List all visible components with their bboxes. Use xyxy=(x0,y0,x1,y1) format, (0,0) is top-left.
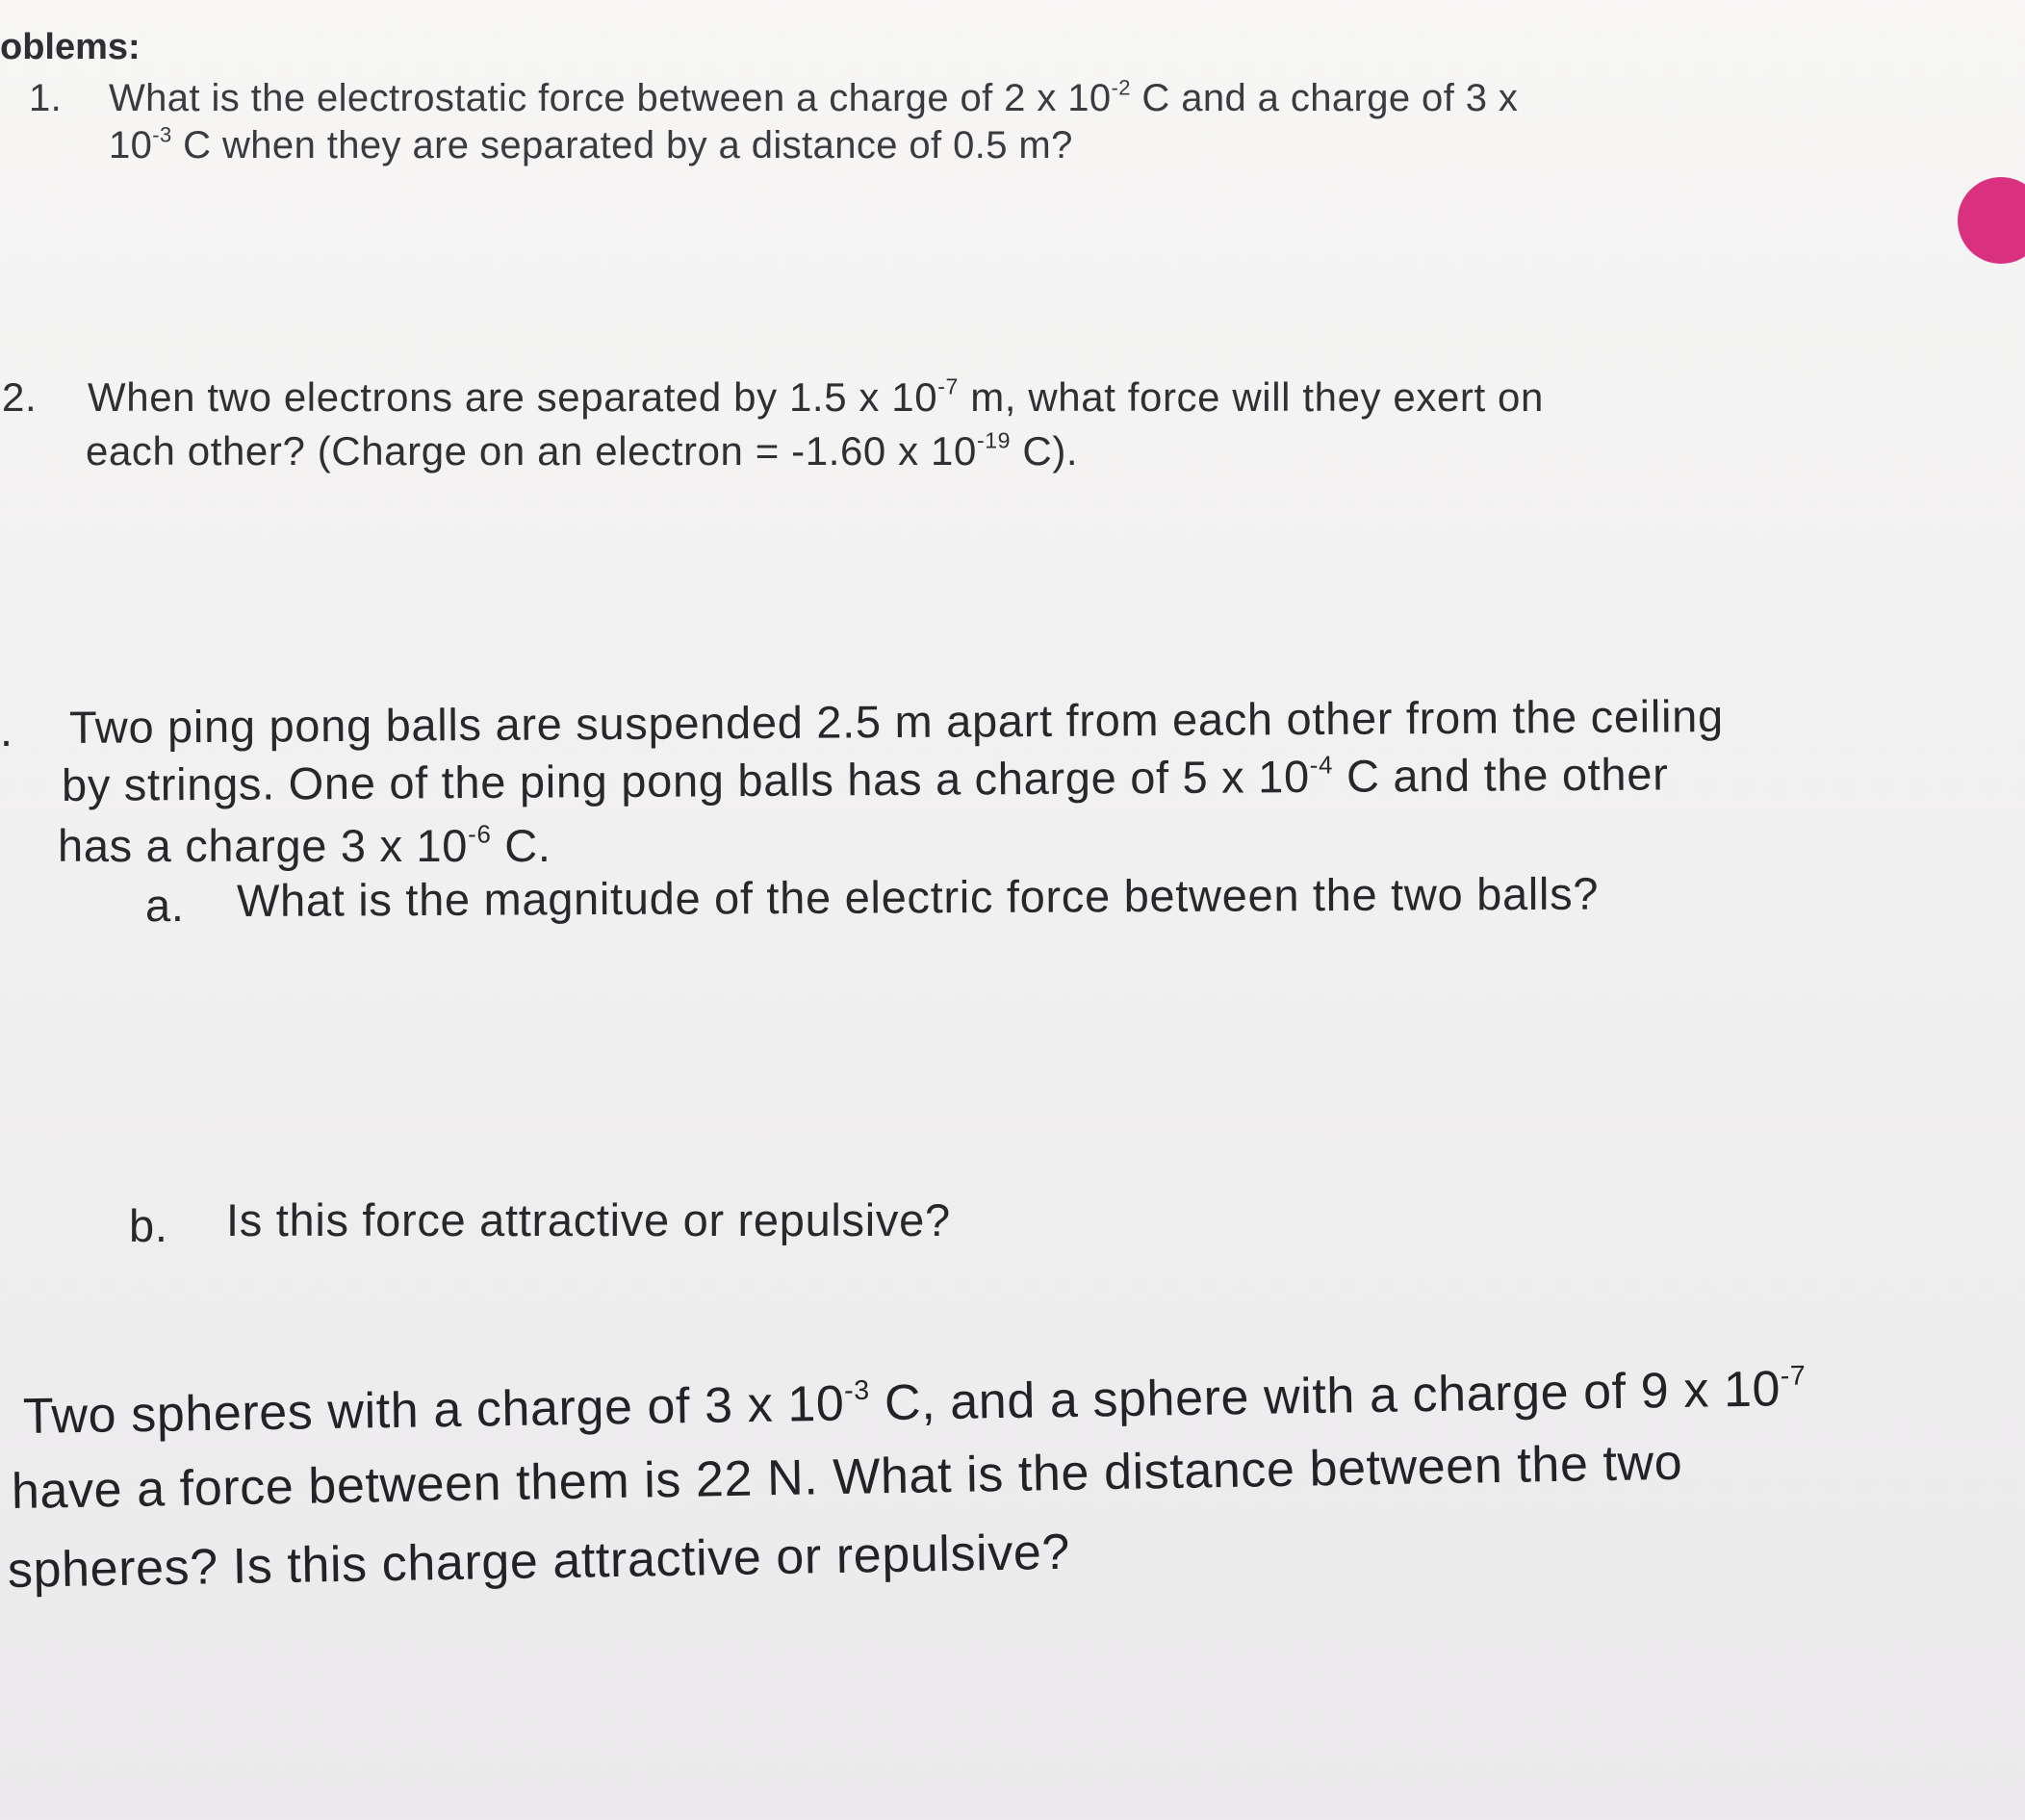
q3-line-3 xyxy=(58,820,551,871)
q2-line-2-exponent: -19 xyxy=(976,427,1012,453)
q4-line-1-exponent: -3 xyxy=(843,1374,871,1407)
q1-line-2-text-b: C when they are separated by a distance of 0.5 m? xyxy=(171,124,1073,167)
q1-number: 1. xyxy=(29,77,63,119)
q1-line-1-text-b: C and a charge of 3 x xyxy=(1130,77,1519,119)
q3-line-1: Two ping pong balls are suspended 2.5 m apart from each other from the ceiling xyxy=(68,690,1724,753)
q3-line-2-exponent: -4 xyxy=(1309,752,1334,780)
q2-line-2-text-a: each other? (Charge on an electron = -1.60 x 10 xyxy=(86,428,977,474)
q3-number: . xyxy=(0,705,13,756)
q3b-label: b. xyxy=(129,1200,168,1251)
q1-line-1-text-a: What is the electrostatic force between a charge of 2 x 10 xyxy=(109,77,1112,119)
q1-line-2 xyxy=(109,122,1073,167)
q4-line-1-text-a: Two spheres with a charge of 3 x 10 xyxy=(22,1375,845,1445)
q3b-text: Is this force attractive or repulsive? xyxy=(226,1194,951,1245)
q2-line-2-text-b: C). xyxy=(1011,428,1079,474)
q3a-text: What is the magnitude of the electric force between the two balls? xyxy=(236,867,1600,926)
q3-line-3-text-b: C. xyxy=(491,820,551,871)
q4-line-3: spheres? Is this charge attractive or repulsive? xyxy=(7,1524,1071,1599)
problems-heading: oblems: xyxy=(0,27,141,67)
q2-line-1-text-b: m, what force will they exert on xyxy=(958,374,1544,420)
q3-line-2-text-b: C and the other xyxy=(1333,748,1669,802)
pink-marker-dot xyxy=(1958,177,2025,264)
q1-line-2-exponent: -3 xyxy=(152,122,172,147)
q2-number: 2. xyxy=(2,374,38,420)
q4-line-1 xyxy=(22,1360,1807,1445)
q1-line-2-text-a: 10 xyxy=(109,124,153,167)
q3a-label: a. xyxy=(145,880,185,931)
q2-line-2 xyxy=(86,427,1079,474)
q3-line-3-exponent: -6 xyxy=(468,821,492,849)
q1-line-1 xyxy=(109,75,1519,119)
q3-line-2 xyxy=(61,748,1669,810)
q3-line-2-text-a: by strings. One of the ping pong balls has a charge of 5 x 10 xyxy=(61,750,1310,810)
q1-line-1-exponent: -2 xyxy=(1111,75,1131,100)
q2-line-1-exponent: -7 xyxy=(937,373,959,399)
q4-line-2: have a force between them is 22 N. What is the distance between the two xyxy=(11,1434,1683,1520)
q2-line-1 xyxy=(88,373,1544,420)
q2-line-1-text-a: When two electrons are separated by 1.5 x 10 xyxy=(88,374,938,420)
q4-line-1-text-b: C, and a sphere with a charge of 9 x 10 xyxy=(869,1361,1781,1432)
q4-line-1-exponent-2: -7 xyxy=(1780,1360,1807,1392)
q3-line-3-text-a: has a charge 3 x 10 xyxy=(58,820,469,871)
